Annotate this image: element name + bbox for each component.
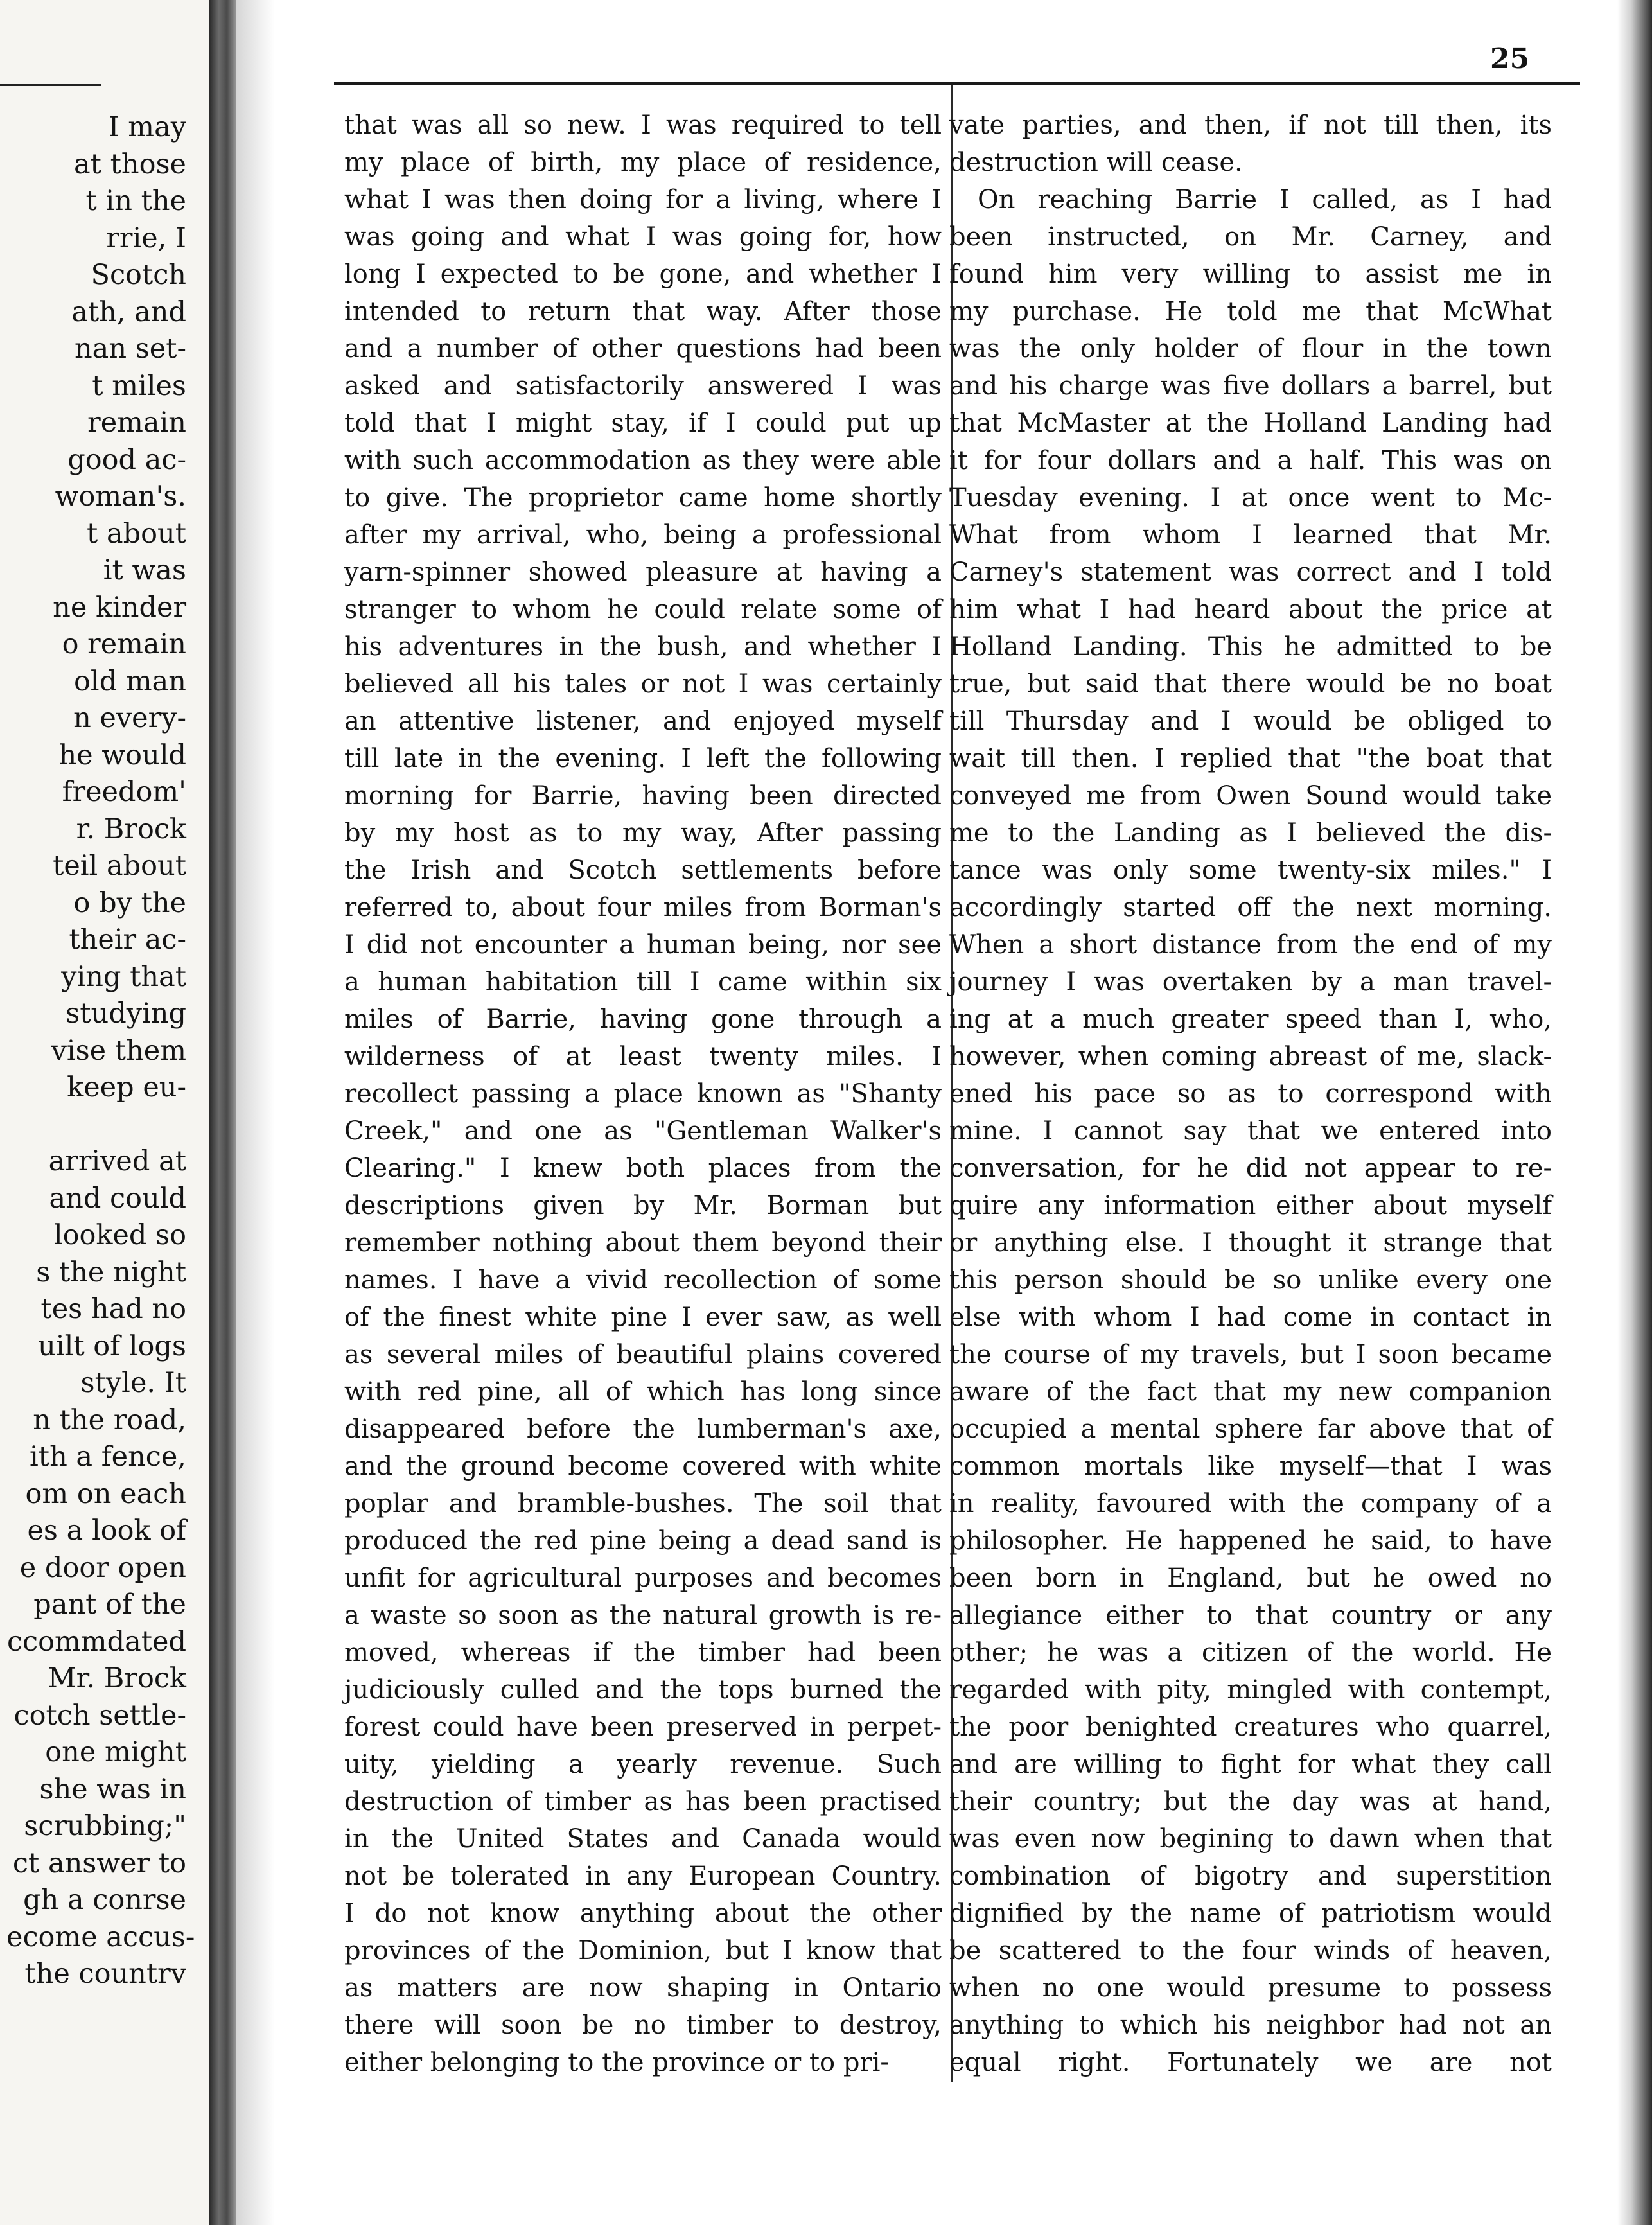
left-column-line: told that I might stay, if I could put up xyxy=(344,409,942,438)
right-column-line: that McMaster at the Holland Landing had xyxy=(949,409,1552,438)
previous-page-line: gh a conrse xyxy=(23,1884,186,1916)
previous-page-line: Scotch xyxy=(91,259,186,291)
previous-page-line: cotch settle- xyxy=(13,1699,186,1732)
left-column-line: morning for Barrie, having been directed xyxy=(344,781,942,811)
previous-page-line: scrubbing;" xyxy=(24,1810,186,1842)
right-column-line: true, but said that there would be no boat xyxy=(949,669,1552,699)
previous-page-line: the countrv xyxy=(24,1958,186,1990)
previous-page-line: t miles xyxy=(92,369,186,402)
right-column-line: allegiance either to that country or any xyxy=(949,1601,1552,1630)
previous-page-line: ying that xyxy=(61,960,186,993)
left-column-line: I did not encounter a human being, nor see xyxy=(344,930,942,960)
left-column-line: a waste so soon as the natural growth is re- xyxy=(344,1601,942,1630)
right-column-line: quire any information either about myself xyxy=(949,1191,1552,1220)
left-column-line: destruction of timber as has been practised xyxy=(344,1787,942,1816)
right-column-line: common mortals like myself—that I was xyxy=(949,1452,1552,1481)
previous-page-line: ccommdated xyxy=(6,1625,186,1658)
left-column-line: of the finest white pine I ever saw, as well xyxy=(344,1303,942,1332)
previous-page-line: o remain xyxy=(62,628,186,660)
left-column-line: stranger to whom he could relate some of xyxy=(344,595,942,624)
previous-page-line: and could xyxy=(49,1182,186,1215)
right-column-line: this person should be so unlike every one xyxy=(949,1265,1552,1295)
previous-page-line: remain xyxy=(87,407,186,439)
previous-page-line: vise them xyxy=(51,1034,186,1067)
right-column-line: regarded with pity, mingled with contempt, xyxy=(949,1675,1552,1705)
left-column-line: after my arrival, who, being a professional xyxy=(344,520,942,550)
previous-page-line: nan set- xyxy=(74,333,186,365)
right-column-line: On reaching Barrie I called, as I had xyxy=(978,185,1552,215)
left-column xyxy=(344,107,942,2081)
right-column-line: other; he was a citizen of the world. He xyxy=(949,1638,1552,1667)
left-column-line: long I expected to be gone, and whether I xyxy=(344,259,942,289)
left-column-line: with such accommodation as they were able xyxy=(344,446,942,475)
right-column-line: Carney's statement was correct and I told xyxy=(949,558,1552,587)
left-column-line: and a number of other questions had been xyxy=(344,334,942,364)
left-column-line: forest could have been preserved in perpet- xyxy=(344,1712,942,1742)
previous-page-fragment xyxy=(0,0,209,2225)
left-column-line: that was all so new. I was required to tell xyxy=(344,110,942,140)
previous-page-line: she was in xyxy=(39,1773,186,1806)
previous-page-line: ne kinder xyxy=(53,591,186,624)
previous-page-line: it was xyxy=(103,554,186,586)
left-column-line: what I was then doing for a living, where I xyxy=(344,185,942,215)
right-column-line: their country; but the day was at hand, xyxy=(949,1787,1552,1816)
header-rule xyxy=(334,82,1580,85)
left-column-line: uity, yielding a yearly revenue. Such xyxy=(344,1750,942,1779)
left-column-line: a human habitation till I came within six xyxy=(344,967,942,997)
right-column-line: in reality, favoured with the company of a xyxy=(949,1489,1552,1518)
right-column-line: combination of bigotry and superstition xyxy=(949,1861,1552,1891)
left-column-line: wilderness of at least twenty miles. I xyxy=(344,1042,942,1071)
left-column-line: yarn-spinner showed pleasure at having a xyxy=(344,558,942,587)
left-column-line: my place of birth, my place of residence, xyxy=(344,148,942,177)
previous-page-line: tes had no xyxy=(40,1293,186,1325)
previous-page-line: woman's. xyxy=(55,480,186,513)
right-column-line: been born in England, but he owed no xyxy=(949,1563,1552,1593)
left-column-line: I do not know anything about the other xyxy=(344,1899,942,1928)
previous-page-line: good ac- xyxy=(67,443,186,476)
right-column-line: found him very willing to assist me in xyxy=(949,259,1552,289)
left-column-line: recollect passing a place known as "Shanty xyxy=(344,1079,942,1109)
previous-page-line: teil about xyxy=(53,850,186,882)
right-column-line: Tuesday evening. I at once went to Mc- xyxy=(949,483,1552,513)
right-column xyxy=(949,107,1552,2081)
left-column-line: there will soon be no timber to destroy, xyxy=(344,2010,942,2040)
previous-page-line: n the road, xyxy=(33,1403,186,1436)
left-column-line: referred to, about four miles from Borman's xyxy=(344,893,942,922)
previous-page-line: ath, and xyxy=(71,295,186,328)
right-column-line: accordingly started off the next morning. xyxy=(949,893,1552,922)
right-column-line: or anything else. I thought it strange that xyxy=(949,1228,1552,1258)
left-column-line: either belonging to the province or to pri- xyxy=(344,2048,889,2077)
right-column-line: the poor benighted creatures who quarrel, xyxy=(949,1712,1552,1742)
previous-page-line: at those xyxy=(74,148,186,180)
previous-page-line: e door open xyxy=(19,1551,186,1584)
right-column-line: be scattered to the four winds of heaven, xyxy=(949,1936,1552,1966)
right-column-line: wait till then. I replied that "the boat that xyxy=(949,744,1552,773)
right-column-line: vate parties, and then, if not till then, its xyxy=(949,110,1552,140)
left-column-line: by my host as to my way, After passing xyxy=(344,818,942,848)
left-column-line: disappeared before the lumberman's axe, xyxy=(344,1414,942,1444)
left-column-line: with red pine, all of which has long since xyxy=(344,1377,942,1407)
right-column-line: dignified by the name of patriotism would xyxy=(949,1899,1552,1928)
right-column-line: was the only holder of flour in the town xyxy=(949,334,1552,364)
left-column-line: till late in the evening. I left the following xyxy=(344,744,942,773)
left-column-line: moved, whereas if the timber had been xyxy=(344,1638,942,1667)
right-column-line: What from whom I learned that Mr. xyxy=(949,520,1552,550)
left-column-line: names. I have a vivid recollection of some xyxy=(344,1265,942,1295)
left-column-line: to give. The proprietor came home shortly xyxy=(344,483,942,513)
left-column-line: descriptions given by Mr. Borman but xyxy=(344,1191,942,1220)
right-column-line: mine. I cannot say that we entered into xyxy=(949,1116,1552,1146)
previous-page-line xyxy=(6,1107,209,1144)
right-column-line: occupied a mental sphere far above that of xyxy=(949,1414,1552,1444)
left-column-line: believed all his tales or not I was certainly xyxy=(344,669,942,699)
right-column-line: equal right. Fortunately we are not xyxy=(949,2048,1552,2077)
previous-page-line: ith a fence, xyxy=(30,1441,186,1473)
left-column-line: judiciously culled and the tops burned the xyxy=(344,1675,942,1705)
previous-page-line: n every- xyxy=(73,702,186,734)
left-column-line: miles of Barrie, having gone through a xyxy=(344,1005,942,1034)
right-column-line: me to the Landing as I believed the dis- xyxy=(949,818,1552,848)
left-column-line: as several miles of beautiful plains covered xyxy=(344,1340,942,1369)
left-column-line: asked and satisfactorily answered I was xyxy=(344,371,942,401)
previous-page-line: ct answer to xyxy=(12,1847,186,1879)
previous-page-line: t about xyxy=(87,517,186,550)
right-column-line: ened his pace so as to correspond with xyxy=(949,1079,1552,1109)
previous-page-line: t in the xyxy=(85,185,186,217)
left-column-line: unfit for agricultural purposes and becomes xyxy=(344,1563,942,1593)
left-column-line: not be tolerated in any European Country. xyxy=(344,1861,942,1891)
previous-page-line: r. Brock xyxy=(76,813,186,845)
book-gutter xyxy=(209,0,236,2225)
right-column-line: the course of my travels, but I soon became xyxy=(949,1340,1552,1369)
left-column-line: intended to return that way. After those xyxy=(344,297,942,326)
right-column-line: else with whom I had come in contact in xyxy=(949,1303,1552,1332)
previous-page-line: freedom' xyxy=(62,776,186,808)
previous-page-line: o by the xyxy=(73,886,186,919)
previous-page-line: studying xyxy=(66,998,186,1030)
right-column-line: anything to which his neighbor had not an xyxy=(949,2010,1552,2040)
right-column-line: my purchase. He told me that McWhat xyxy=(949,297,1552,326)
right-column-line: when no one would presume to possess xyxy=(949,1973,1552,2003)
previous-page-line: uilt of logs xyxy=(38,1330,186,1362)
previous-page-line: om on each xyxy=(25,1477,186,1510)
right-column-line: philosopher. He happened he said, to have xyxy=(949,1526,1552,1556)
previous-page-line: their ac- xyxy=(69,924,186,956)
right-column-line: it for four dollars and a half. This was on xyxy=(949,446,1552,475)
right-column-line: and are willing to fight for what they call xyxy=(949,1750,1552,1779)
previous-page-line: looked so xyxy=(53,1219,186,1251)
previous-page-line: one might xyxy=(45,1736,186,1768)
right-column-line: been instructed, on Mr. Carney, and xyxy=(949,222,1552,252)
right-column-line: aware of the fact that my new companion xyxy=(949,1377,1552,1407)
previous-page-line: style. It xyxy=(80,1367,186,1399)
right-column-line: however, when coming abreast of me, slack- xyxy=(949,1042,1552,1071)
right-column-line: Holland Landing. This he admitted to be xyxy=(949,632,1552,662)
right-column-line: tance was only some twenty-six miles." I xyxy=(949,856,1552,885)
previous-page-line: s the night xyxy=(36,1256,186,1288)
previous-page-text xyxy=(6,109,209,1993)
left-column-line: his adventures in the bush, and whether I xyxy=(344,632,942,662)
left-column-line: and the ground become covered with white xyxy=(344,1452,942,1481)
right-column-line: conveyed me from Owen Sound would take xyxy=(949,781,1552,811)
left-column-line: an attentive listener, and enjoyed myself xyxy=(344,707,942,736)
previous-page-line: I may xyxy=(108,111,186,143)
left-column-line: poplar and bramble-bushes. The soil that xyxy=(344,1489,942,1518)
previous-page-line: arrived at xyxy=(48,1145,186,1177)
left-column-line: the Irish and Scotch settlements before xyxy=(344,856,942,885)
left-column-line: was going and what I was going for, how xyxy=(344,222,942,252)
left-column-line: remember nothing about them beyond their xyxy=(344,1228,942,1258)
gutter-shadow xyxy=(236,0,275,2225)
previous-page-line: Mr. Brock xyxy=(48,1662,186,1694)
page-number: 25 xyxy=(1490,42,1530,75)
right-column-line: ing at a much greater speed than I, who, xyxy=(949,1005,1552,1034)
previous-page-line: old man xyxy=(74,665,186,698)
right-column-line: When a short distance from the end of my xyxy=(949,930,1552,960)
previous-page-line: keep eu- xyxy=(67,1071,186,1104)
right-column-line: him what I had heard about the price at xyxy=(949,595,1552,624)
left-column-line: provinces of the Dominion, but I know that xyxy=(344,1936,942,1966)
left-column-line: as matters are now shaping in Ontario xyxy=(344,1973,942,2003)
previous-page-rule xyxy=(0,84,101,86)
previous-page-line: ecome accus- xyxy=(6,1921,195,1953)
right-column-line: was even now begining to dawn when that xyxy=(949,1824,1552,1854)
right-column-line: till Thursday and I would be obliged to xyxy=(949,707,1552,736)
right-column-line: destruction will cease. xyxy=(949,148,1243,177)
left-column-line: Creek," and one as "Gentleman Walker's xyxy=(344,1116,942,1146)
previous-page-line: pant of the xyxy=(33,1588,186,1621)
left-column-line: Clearing." I knew both places from the xyxy=(344,1154,942,1183)
previous-page-line: es a look of xyxy=(27,1515,186,1547)
right-column-line: conversation, for he did not appear to re- xyxy=(949,1154,1552,1183)
right-column-line: and his charge was five dollars a barrel, but xyxy=(949,371,1552,401)
right-column-line: journey I was overtaken by a man travel- xyxy=(949,967,1552,997)
left-column-line: in the United States and Canada would xyxy=(344,1824,942,1854)
page-edge xyxy=(1617,0,1652,2225)
previous-page-line: he would xyxy=(58,739,186,771)
previous-page-line: rrie, I xyxy=(106,222,186,254)
left-column-line: produced the red pine being a dead sand is xyxy=(344,1526,942,1556)
